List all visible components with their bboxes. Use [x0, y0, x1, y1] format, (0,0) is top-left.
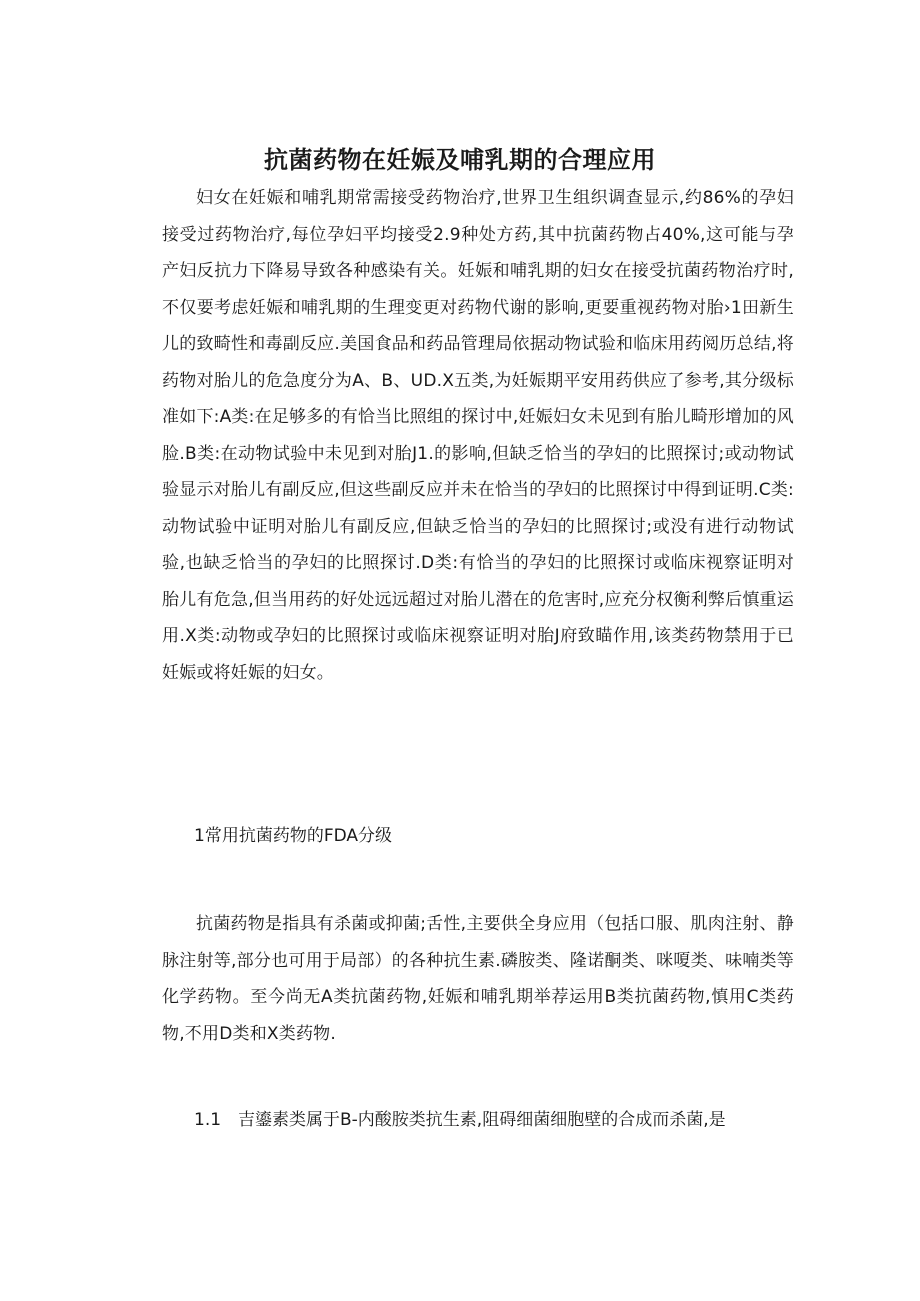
subsection-number: 1.1 — [194, 1110, 222, 1130]
section-heading: 1常用抗菌药物的FDA分级 — [194, 826, 393, 846]
intro-paragraph: 妇女在妊娠和哺乳期常需接受药物治疗,世界卫生组织调查显示,约86%的孕妇接受过药物治疗,每位孕妇平均接受2.9种处方药,其中抗菌药物占40%,这可能与孕产妇反抗力下降易导致各种感染有关。妊娠和哺乳期的妇女在接受抗菌药物治疗时,不仅要考虑妊娠和哺乳期的生理变更对药物代谢的影响,更要重视药物对胎›1田新生儿的致畸性和毒副反应.美国食品和药品管理局依据动物试验和临床用药阅历总结,将药物对胎儿的危急度分为A、B、UD.X五类,为妊娠期平安用药供应了参考,其分级标准如下:A类:在足够多的有恰当比照组的探讨中,妊娠妇女未见到有胎儿畸形增加的风脸.B类:在动物试验中未见到对胎J1.的影响,但缺乏恰当的孕妇的比照探讨;或动物试验显示对胎儿有副反应,但这些副反应并未在恰当的孕妇的比照探讨中得到证明.C类:动物试验中证明对胎儿有副反应,但缺乏恰当的孕妇的比照探讨;或没有进行动物试验,也缺乏恰当的孕妇的比照探讨.D类:有恰当的孕妇的比照探讨或临床视察证明对胎儿有危急,但当用药的好处远远超过对胎儿潜在的危害时,应充分权衡利弊后慎重运用.X类:动物或孕妇的比照探讨或临床视察证明对胎J府致瞄作用,该类药物禁用于已妊娠或将妊娠的妇女。 — [162, 188, 794, 683]
subsection-heading — [194, 1106, 726, 1134]
page-title: 抗菌药物在妊娠及哺乳期的合理应用 — [264, 146, 656, 175]
subsection-text: 吉鎏素类属于B-内酸胺类抗生素,阻碍细菌细胞壁的合成而杀菌,是 — [238, 1110, 726, 1130]
section-paragraph: 抗菌药物是指具有杀菌或抑菌;舌性,主要供全身应用（包括口服、肌肉注射、静脉注射等,部分也可用于局部）的各种抗生素.磷胺类、隆诺酮类、咪嗄类、味喃类等化学药物。至今尚无A类抗菌药物,妊娠和哺乳期举荐运用B类抗菌药物,慎用C类药物,不用D类和X类药物. — [162, 914, 794, 1044]
